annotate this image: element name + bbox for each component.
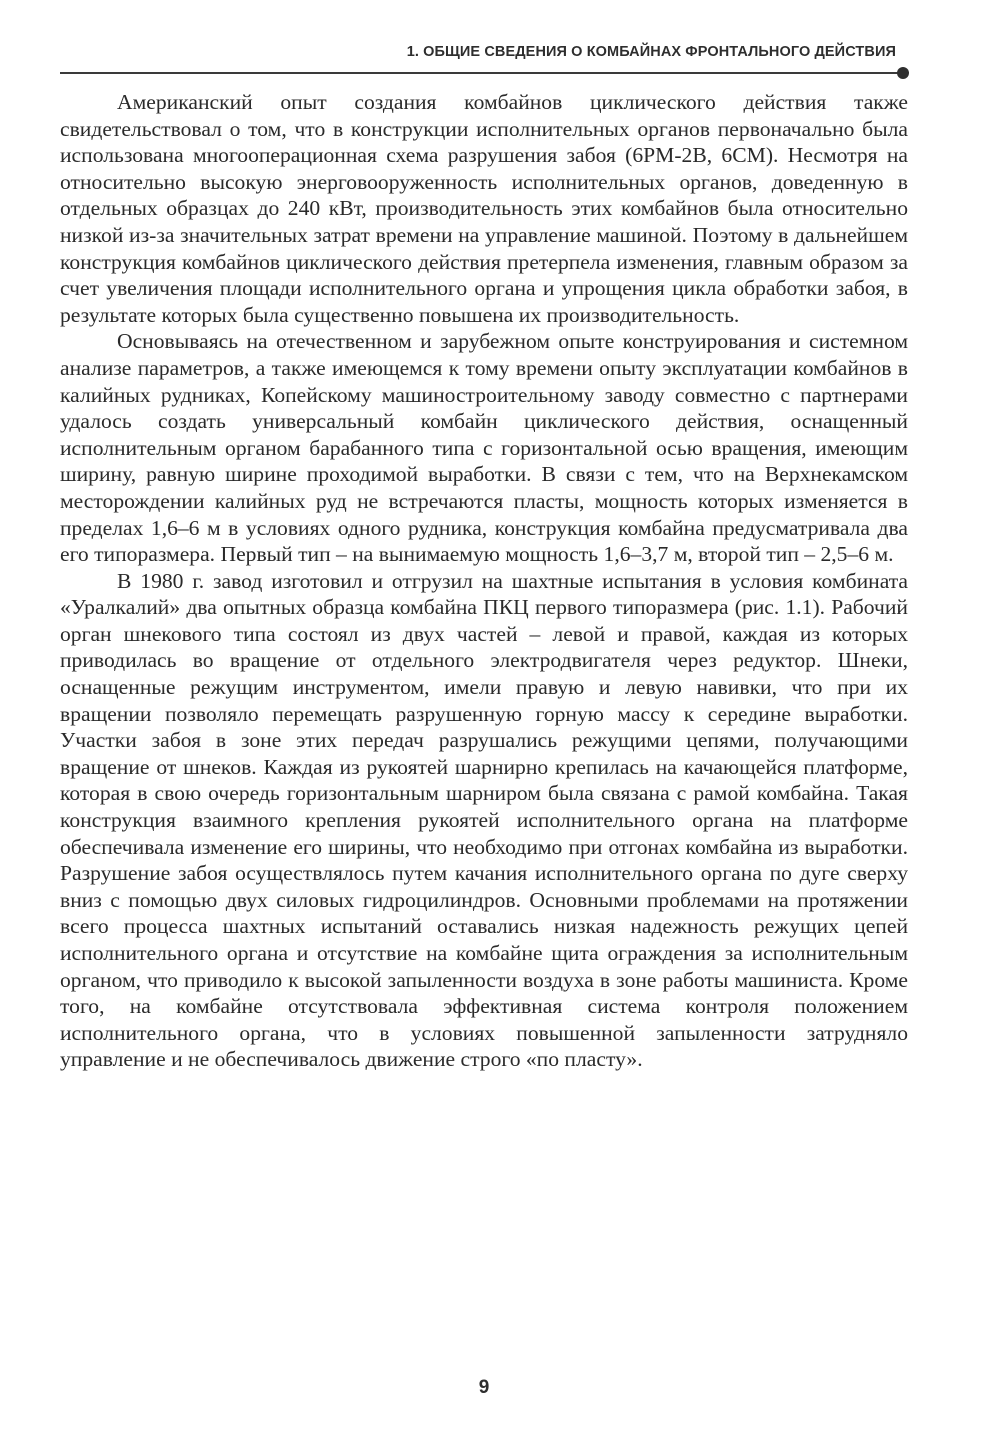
page-number: 9 bbox=[478, 1377, 490, 1398]
running-header: 1. ОБЩИЕ СВЕДЕНИЯ О КОМБАЙНАХ ФРОНТАЛЬНОГО ДЕЙСТВИЯ bbox=[406, 44, 896, 60]
body-text bbox=[60, 89, 908, 1073]
paragraph-1: Американский опыт создания комбайнов циклического действия также свидетельствовал о том, что в конструкции исполнительных органов первоначально была использована многооперационная схема разрушения забоя (6PM-2B, 6CM). Несмотря на относительно высокую энерговооруженность исполнительных органов, доведенную в отдельных образцах до 240 кВт, производительность этих комбайнов была относительно низкой из-за значительных затрат времени на управление машиной. Поэтому в дальнейшем конструкция комбайнов циклического действия претерпела изменения, главным образом за счет увеличения площади исполнительного органа и упрощения цикла обработки забоя, в результате которых была существенно повышена их производительность. bbox=[60, 90, 908, 327]
header-rule bbox=[60, 72, 900, 74]
paragraph-3: В 1980 г. завод изготовил и отгрузил на шахтные испытания в условия комбината «Уралкалий» два опытных образца комбайна ПКЦ первого типоразмера (рис. 1.1). Рабочий орган шнекового типа состоял из двух частей – левой и правой, каждая из которых приводилась во вращение от отдельного электродвигателя через редуктор. Шнеки, оснащенные режущим инструментом, имели правую и левую навивки, что при их вращении позволяло перемещать разрушенную горную массу к середине выработки. Участки забоя в зоне этих передач разрушались режущими цепями, получающими вращение от шнеков. Каждая из рукоятей шарнирно крепилась на качающейся платформе, которая в свою очередь горизонтальным шарниром была связана с рамой комбайна. Такая конструкция взаимного крепления рукоятей исполнительного органа на платформе обеспечивала изменение его ширины, что необходимо при отгонах комбайна из выработки. Разрушение забоя осуществлялось путем качания исполнительного органа по дуге сверху вниз с помощью двух силовых гидроцилиндров. Основными проблемами на протяжении всего процесса шахтных испытаний оставались низкая надежность режущих цепей исполнительного органа и отсутствие на комбайне щита ограждения за исполнительным органом, что приводило к высокой запыленности воздуха в зоне работы машиниста. Кроме того, на комбайне отсутствовала эффективная система контроля положением исполнительного органа, что в условиях повышенной запыленности затрудняло управление и не обеспечивалось движение строго «по пласту». bbox=[60, 568, 908, 1072]
header-rule-dot bbox=[897, 67, 909, 79]
paragraph-2: Основываясь на отечественном и зарубежном опыте конструирования и системном анализе параметров, а также имеющемся к тому времени опыту эксплуатации комбайнов в калийных рудниках, Копейскому машиностроительному заводу совместно с партнерами удалось создать универсальный комбайн циклического действия, оснащенный исполнительным органом барабанного типа с горизонтальной осью вращения, имеющим ширину, равную ширине проходимой выработки. В связи с тем, что на Верхнекамском месторождении калийных руд не встречаются пласты, мощность которых изменяется в пределах 1,6–6 м в условиях одного рудника, конструкция комбайна предусматривала два его типоразмера. Первый тип – на вынимаемую мощность 1,6–3,7 м, второй тип – 2,5–6 м. bbox=[60, 329, 908, 567]
